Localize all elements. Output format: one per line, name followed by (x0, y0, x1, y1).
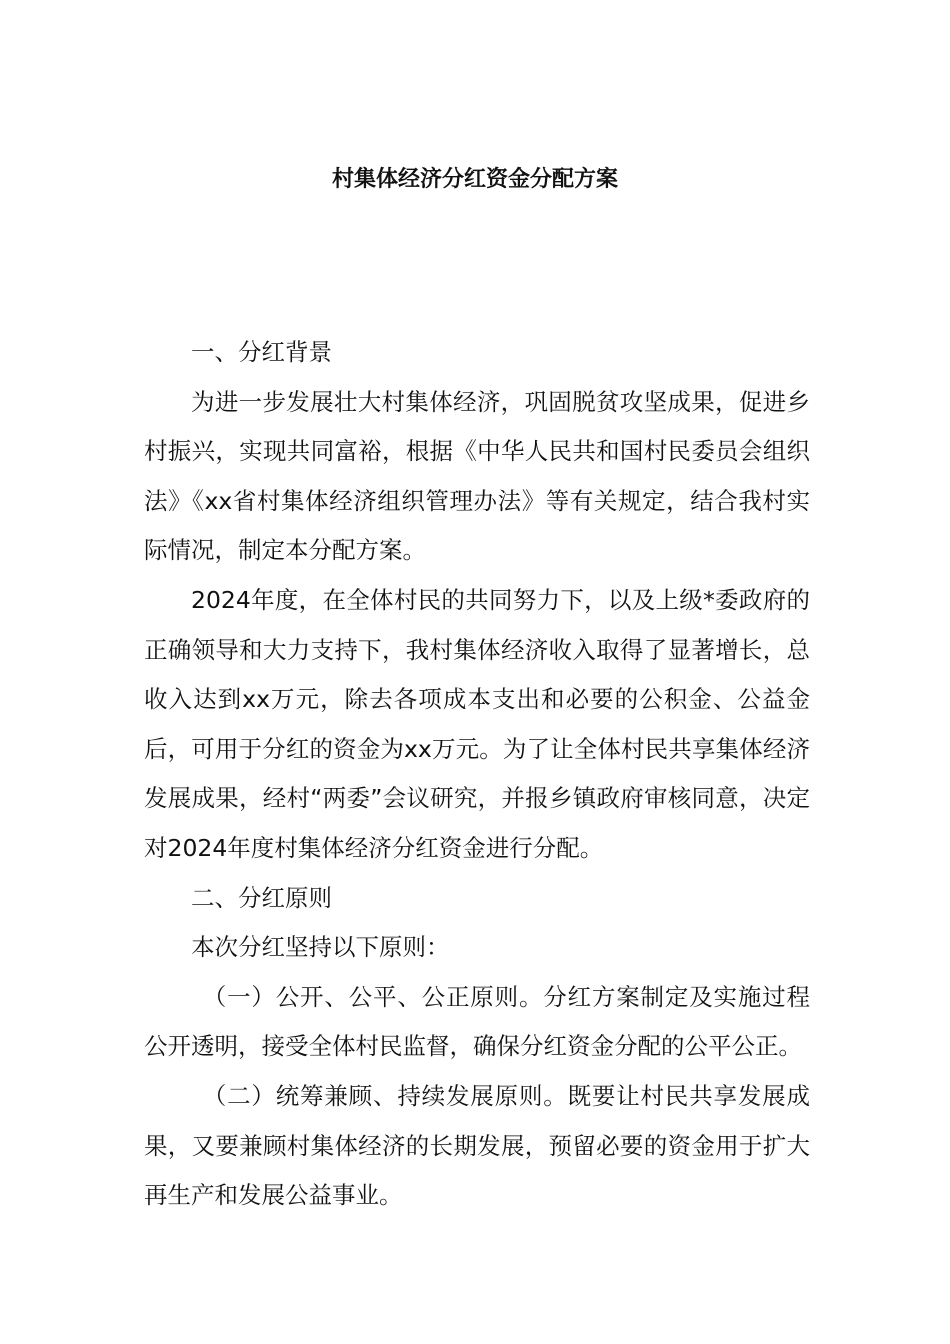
paragraph-income: 2024年度，在全体村民的共同努力下，以及上级*委政府的正确领导和大力支持下，我村集体经济收入取得了显著增长，总收入达到xx万元，除去各项成本支出和必要的公积金、公益金后，可用于分红的资金为xx万元。为了让全体村民共享集体经济发展成果，经村“两委”会议研究，并报乡镇政府审核同意，决定对2024年度村集体经济分红资金进行分配。 (144, 585, 810, 862)
section-heading-principles: 二、分红原则 (191, 883, 332, 912)
document-title: 村集体经济分红资金分配方案 (331, 167, 618, 192)
paragraph-purpose: 为进一步发展壮大村集体经济，巩固脱贫攻坚成果，促进乡村振兴，实现共同富裕，根据《中华人民共和国村民委员会组织法》《xx省村集体经济组织管理办法》等有关规定，结合我村实际情况，制定本分配方案。 (144, 387, 810, 565)
principle-item-2: （二）统筹兼顾、持续发展原则。既要让村民共享发展成果，又要兼顾村集体经济的长期发展，预留必要的资金用于扩大再生产和发展公益事业。 (144, 1081, 810, 1210)
paragraph-principles-intro: 本次分红坚持以下原则： (191, 933, 450, 962)
document-body (144, 328, 810, 1221)
section-heading-background: 一、分红背景 (191, 338, 332, 366)
principle-item-1: （一）公开、公平、公正原则。分红方案制定及实施过程公开透明，接受全体村民监督，确保分红资金分配的公平公正。 (144, 982, 810, 1061)
